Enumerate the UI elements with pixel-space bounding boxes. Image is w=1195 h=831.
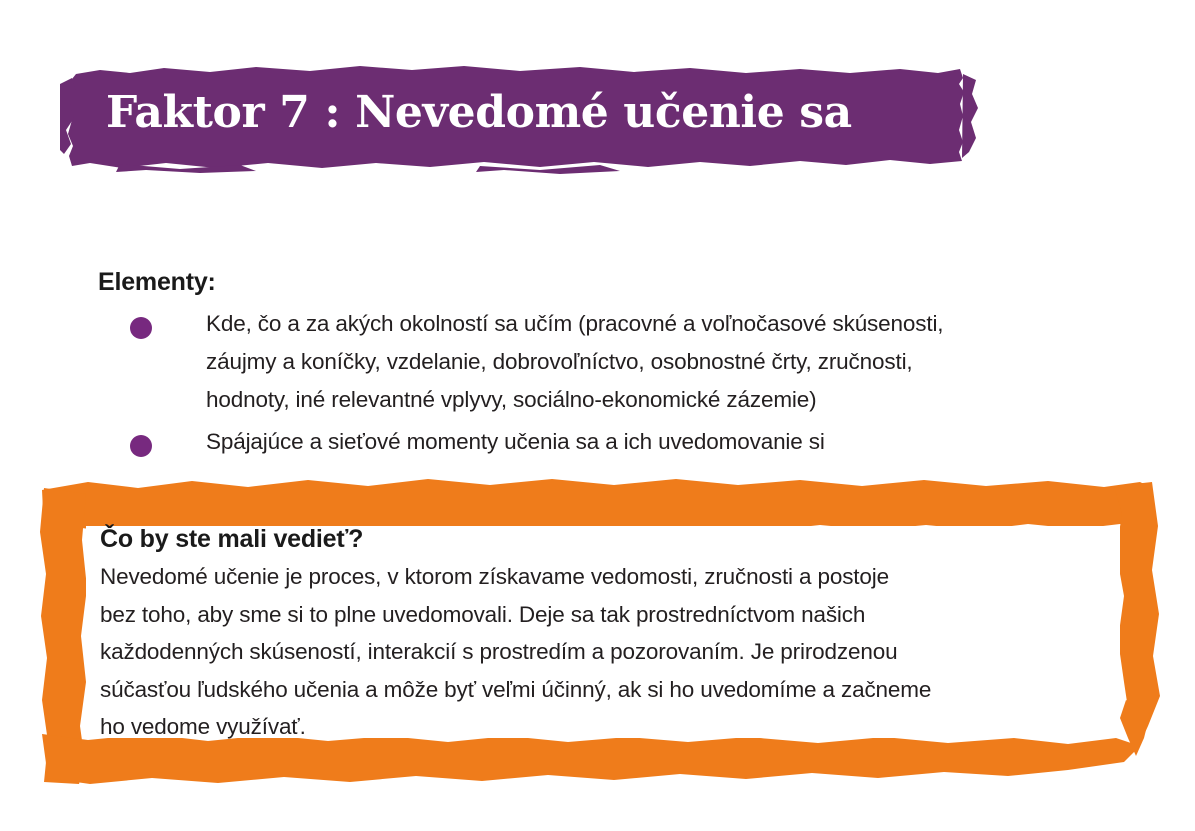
list-item-line: záujmy a koníčky, vzdelanie, dobrovoľníctvo, osobnostné črty, zručnosti,	[206, 349, 913, 374]
callout-body-line: každodenných skúseností, interakcií s prostredím a pozorovaním. Je prirodzenou	[100, 639, 898, 664]
list-item-line: hodnoty, iné relevantné vplyvy, sociálno-ekonomické zázemie)	[206, 387, 817, 412]
callout-body	[100, 558, 1115, 746]
page-title: Faktor 7 : Nevedomé učenie sa	[106, 87, 852, 138]
bullet-dot-icon	[130, 317, 152, 339]
callout-body-line: Nevedomé učenie je proces, v ktorom získavame vedomosti, zručnosti a postoje	[100, 564, 889, 589]
header-banner	[60, 60, 980, 175]
callout-body-line: súčasťou ľudského učenia a môže byť veľmi účinný, ak si ho uvedomíme a začneme	[100, 676, 932, 702]
callout-box	[28, 470, 1178, 800]
elements-section	[98, 268, 1138, 465]
elements-bullet-list	[98, 305, 1138, 461]
list-item-line: Kde, čo a za akých okolností sa učím (pracovné a voľnočasové skúsenosti,	[206, 311, 944, 336]
callout-heading: Čo by ste mali vedieť?	[100, 525, 364, 553]
callout-body-line: ho vedome využívať.	[100, 714, 306, 739]
elements-heading: Elementy:	[98, 268, 216, 296]
list-item-text	[206, 423, 1138, 461]
bullet-dot-icon	[130, 435, 152, 457]
list-item-text	[206, 305, 1138, 419]
callout-content	[100, 525, 1115, 746]
list-item-line: Spájajúce a sieťové momenty učenia sa a ich uvedomovanie si	[206, 429, 825, 454]
callout-body-line: bez toho, aby sme si to plne uvedomovali. Deje sa tak prostredníctvom našich	[100, 601, 866, 627]
list-item	[98, 423, 1138, 461]
list-item	[98, 305, 1138, 419]
